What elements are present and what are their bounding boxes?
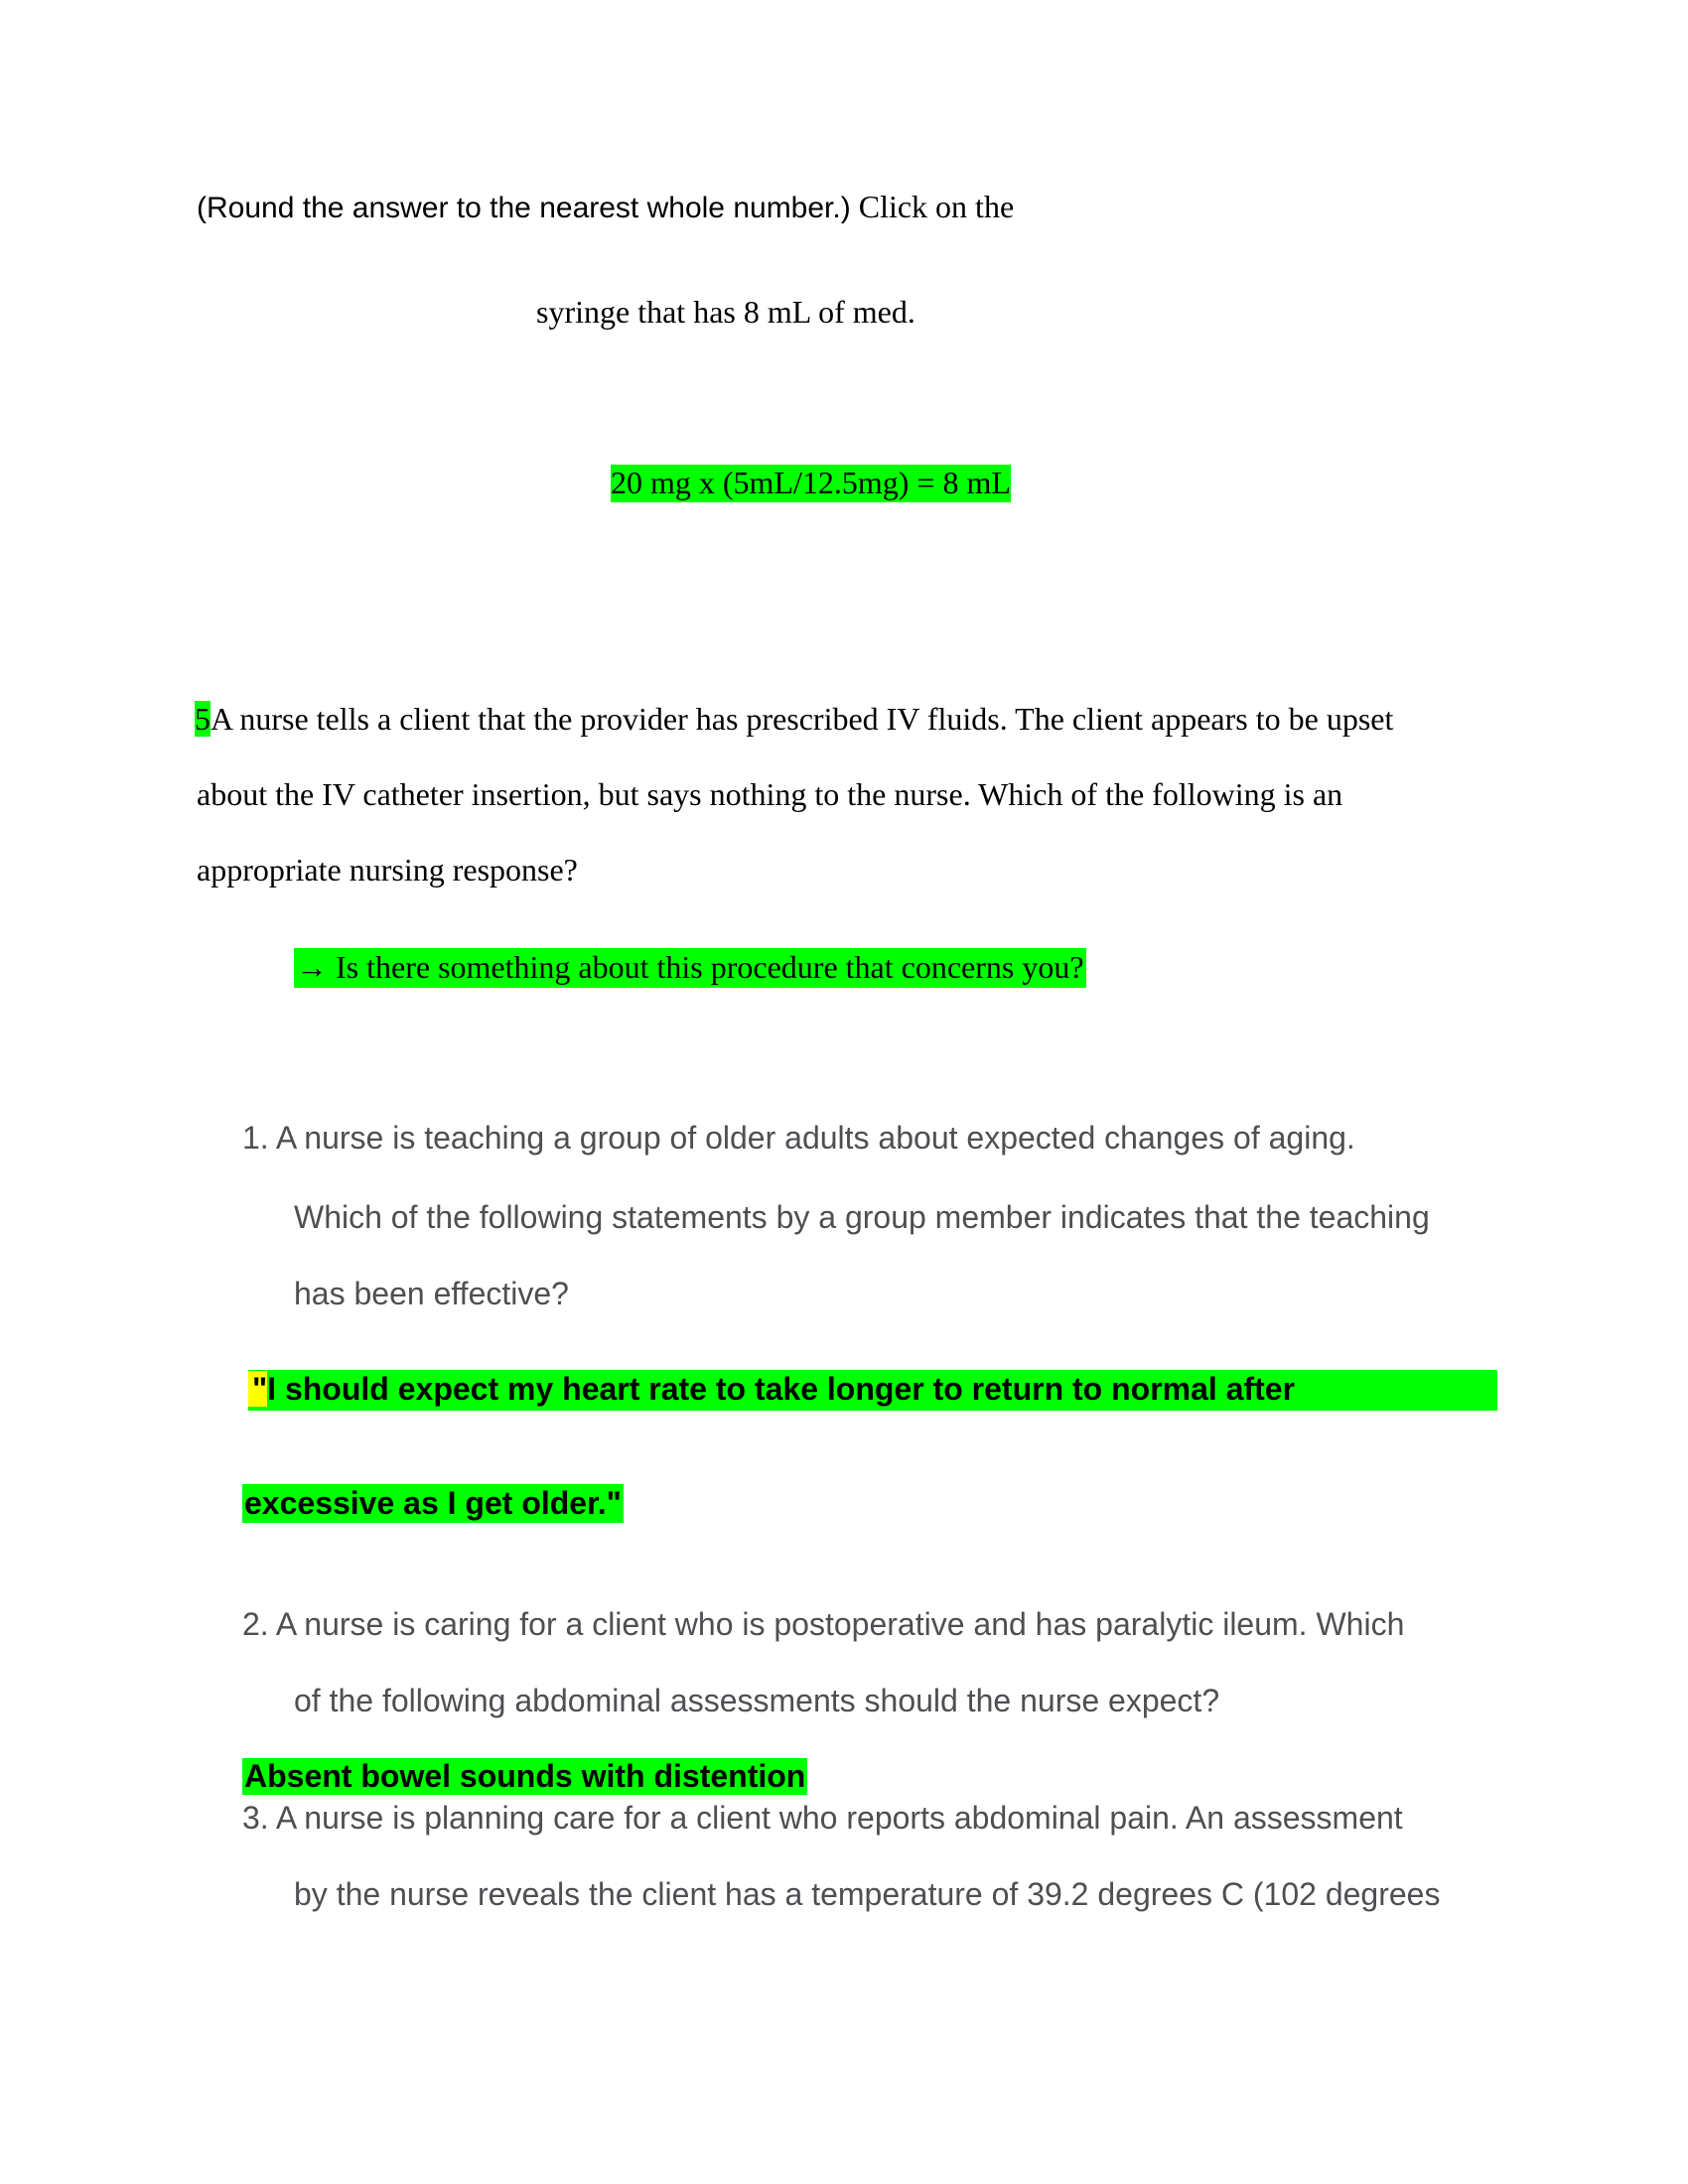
q2-line-1: 2. A nurse is caring for a client who is postoperative and has paralytic ileum. Which xyxy=(242,1606,1405,1642)
q5-line-2: about the IV catheter insertion, but says nothing to the nurse. Which of the following is an xyxy=(197,776,1343,812)
q5-number: 5 xyxy=(195,701,211,737)
q1-line-3: has been effective? xyxy=(294,1276,569,1311)
q4-click-instruction: Click on the xyxy=(850,189,1015,224)
q1-answer-open-quote: " xyxy=(248,1371,267,1407)
q2-answer: Absent bowel sounds with distention xyxy=(244,1758,806,1794)
q4-line-1 xyxy=(197,191,1014,223)
q1-answer-text-1: I should expect my heart rate to take longer to return to normal after xyxy=(267,1371,1296,1407)
q2-line-2: of the following abdominal assessments should the nurse expect? xyxy=(294,1683,1220,1718)
q3-line-1: 3. A nurse is planning care for a client who reports abdominal pain. An assessment xyxy=(242,1800,1403,1836)
q4-round-instruction: (Round the answer to the nearest whole number.) xyxy=(197,192,851,224)
q4-answer: 20 mg x (5mL/12.5mg) = 8 mL xyxy=(611,465,1011,500)
q1-answer-line-2: excessive as I get older." xyxy=(244,1485,622,1521)
q5-stem-1: A nurse tells a client that the provider has prescribed IV fluids. The client appears to be upset xyxy=(211,701,1394,737)
q1-line-2: Which of the following statements by a group member indicates that the teaching xyxy=(294,1199,1430,1235)
q1-answer-line-1 xyxy=(248,1370,1497,1411)
q4-line-2: syringe that has 8 mL of med. xyxy=(536,294,915,330)
q5-line-3: appropriate nursing response? xyxy=(197,852,578,887)
q5-line-1 xyxy=(195,703,1393,735)
q1-line-1: 1. A nurse is teaching a group of older adults about expected changes of aging. xyxy=(242,1120,1355,1156)
q5-answer: → Is there something about this procedure that concerns you? xyxy=(294,948,1086,988)
q3-line-2: by the nurse reveals the client has a temperature of 39.2 degrees C (102 degrees xyxy=(294,1876,1441,1912)
